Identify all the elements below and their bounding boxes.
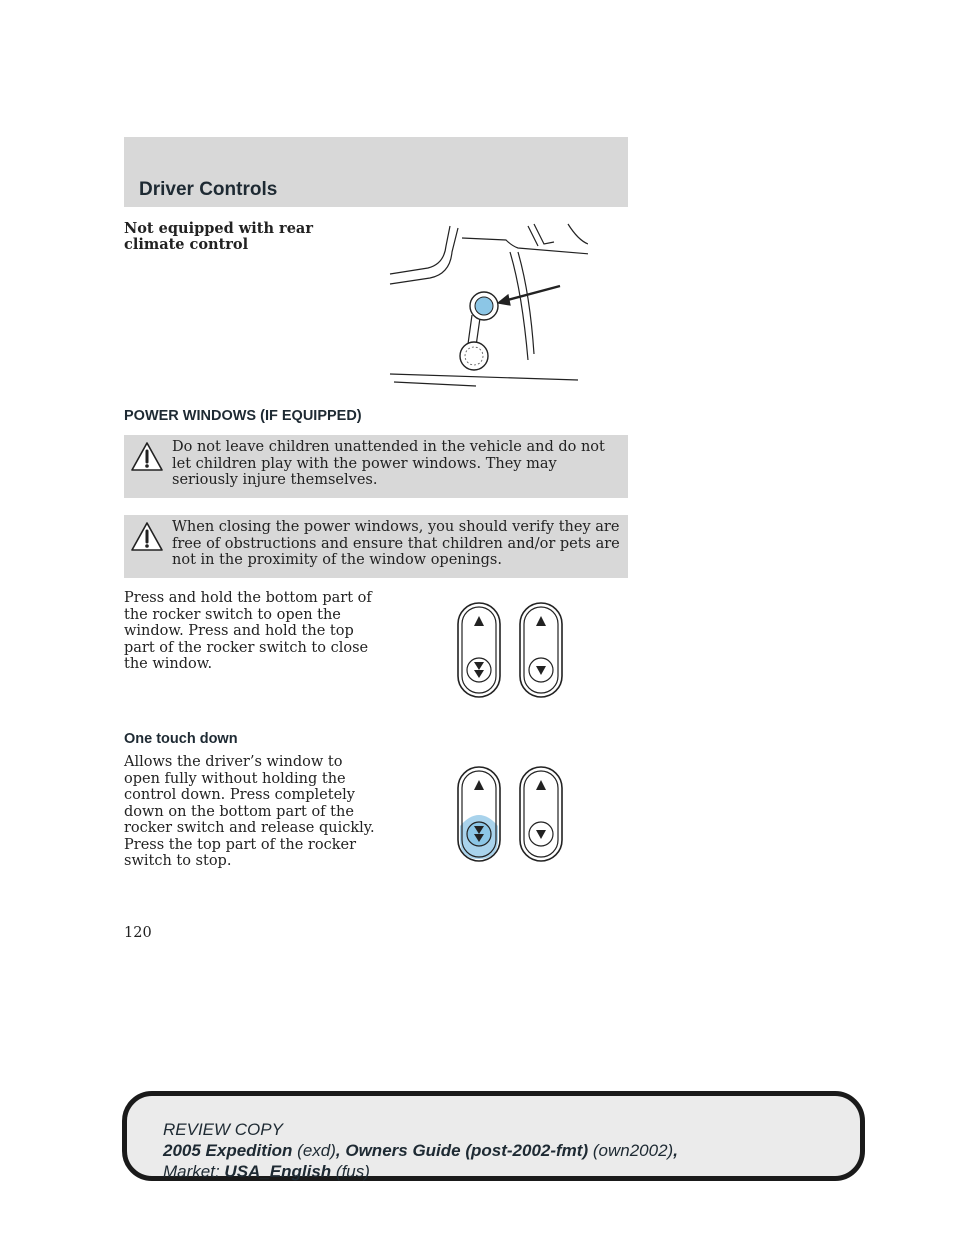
driver-window-switch [458,767,500,861]
footer-vehicle-line [163,1140,678,1161]
warning-triangle-icon [130,519,164,553]
footer-text [163,1119,678,1182]
warning-box [124,515,628,578]
footer-market-line [163,1161,678,1182]
one-touch-text: Allows the driver’s window to open fully without holding the control down. Press completely down on the bottom part of the rocker switch and release quickly. Press the top part of the rocker switch to stop. [124,754,375,869]
control-location-illustration [388,222,588,390]
one-touch-switch-illustration [452,764,570,864]
intro-note: Not equipped with rear climate control [124,220,313,253]
vehicle-name: 2005 Expedition [163,1141,293,1160]
separator: , [673,1141,678,1160]
market-label: Market: [163,1162,220,1181]
section-title: Driver Controls [139,179,278,200]
guide-code: (own2002) [592,1141,674,1160]
review-footer [122,1091,865,1181]
market-code: (fus) [335,1162,370,1181]
passenger-window-switch [520,767,562,861]
warning-box [124,435,628,498]
warning-triangle-icon [130,439,164,473]
driver-window-switch [458,603,500,697]
page-number: 120 [124,925,152,941]
guide-name: Owners Guide (post-2002-fmt) [345,1141,589,1160]
power-windows-instructions: Press and hold the bottom part of the rocker switch to open the window. Press and hold the top part of the rocker switch to close the window. [124,590,372,672]
one-touch-heading: One touch down [124,731,238,747]
passenger-window-switch [520,603,562,697]
vehicle-code: (exd) [297,1141,336,1160]
section-header [124,137,628,207]
separator: , [335,1141,346,1160]
warning-text: When closing the power windows, you should verify they are free of obstructions and ensure that children and/or pets are not in the proximity of the window openings. [172,519,620,568]
power-windows-heading: POWER WINDOWS (IF EQUIPPED) [124,408,362,424]
market-name: USA_English [224,1162,332,1181]
warning-text: Do not leave children unattended in the vehicle and do not let children play with the power windows. They may seriously injure themselves. [172,439,605,488]
review-copy-label: REVIEW COPY [163,1120,283,1139]
window-switch-illustration [452,600,570,700]
